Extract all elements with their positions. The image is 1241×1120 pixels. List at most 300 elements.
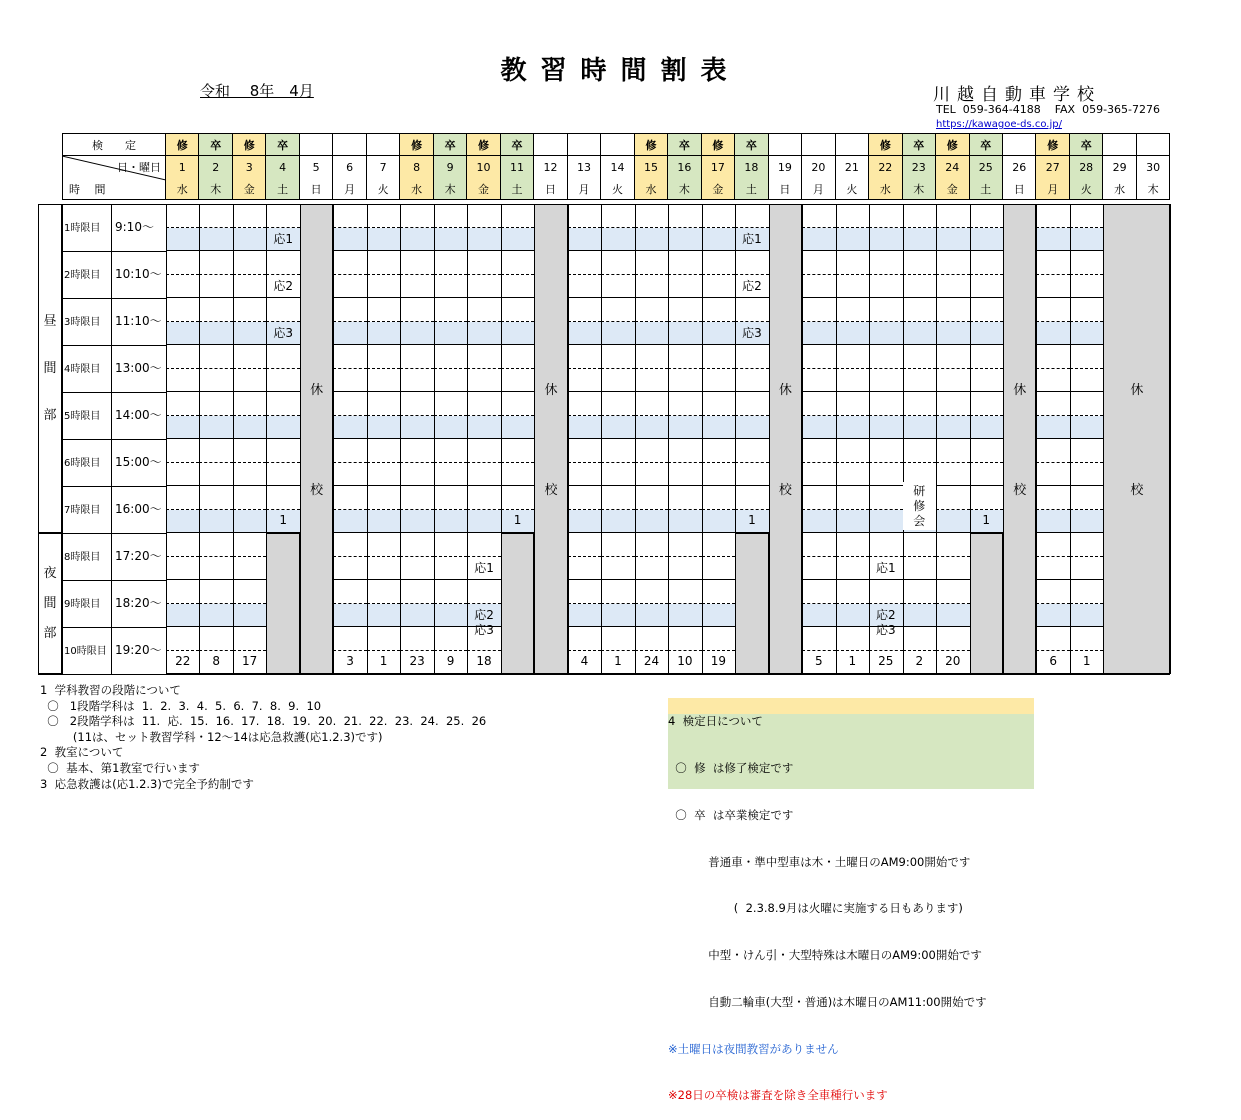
period-divider <box>62 345 166 346</box>
slot-shade <box>568 510 601 532</box>
day-number: 30 <box>1137 156 1170 178</box>
day-number: 26 <box>1003 156 1036 178</box>
slot-dash <box>467 227 500 228</box>
lesson-count: 24 <box>643 654 660 668</box>
slot-line <box>635 532 668 533</box>
slot-dash <box>333 603 366 604</box>
slot-shade <box>869 416 902 438</box>
slot-dash <box>601 556 634 557</box>
slot-line <box>400 485 433 486</box>
note-tuesday: ( 2.3.8.9月は火曜に実施する日もあります) <box>668 901 963 916</box>
slot-dash <box>735 321 768 322</box>
slot-dash <box>903 227 936 228</box>
slot-dash <box>1070 321 1103 322</box>
slot-line <box>635 626 668 627</box>
col-divider <box>702 204 703 674</box>
annotation: 1 <box>748 513 756 527</box>
slot-dash <box>635 603 668 604</box>
slot-dash <box>970 368 1003 369</box>
slot-line <box>635 250 668 251</box>
lesson-count: 10 <box>677 654 693 668</box>
slot-line <box>903 579 936 580</box>
slot-dash <box>233 556 266 557</box>
slot-line <box>233 579 266 580</box>
slot-line <box>1036 250 1069 251</box>
slot-dash <box>903 603 936 604</box>
slot-dash <box>802 509 835 510</box>
slot-shade <box>434 322 467 344</box>
slot-dash <box>635 509 668 510</box>
slot-shade <box>1036 228 1069 250</box>
slot-dash <box>467 415 500 416</box>
day-number: 28 <box>1070 156 1103 178</box>
annotation: 1 <box>513 513 522 527</box>
slot-dash <box>836 603 869 604</box>
weekday: 月 <box>1036 178 1069 200</box>
slot-dash <box>367 556 400 557</box>
period-divider <box>62 533 166 534</box>
slot-line <box>635 438 668 439</box>
slot-shade <box>869 322 902 344</box>
slot-shade <box>233 228 266 250</box>
weekday: 水 <box>166 178 199 200</box>
slot-line <box>702 532 735 533</box>
slot-line <box>601 626 634 627</box>
lesson-count: 18 <box>476 654 492 668</box>
period-time: 14:00〜 <box>115 408 162 422</box>
slot-shade <box>166 228 199 250</box>
slot-line <box>1036 485 1069 486</box>
day-number: 29 <box>1103 156 1136 178</box>
weekday: 火 <box>836 178 869 200</box>
slot-line <box>802 391 835 392</box>
slot-dash <box>635 227 668 228</box>
slot-dash <box>333 509 366 510</box>
slot-shade <box>635 510 668 532</box>
period-divider <box>62 580 166 581</box>
slot-dash <box>501 415 534 416</box>
slot-line <box>869 250 902 251</box>
slot-line <box>601 297 634 298</box>
slot-shade <box>970 416 1003 438</box>
slot-line <box>668 485 701 486</box>
slot-line <box>266 438 299 439</box>
slot-dash <box>434 556 467 557</box>
slot-line <box>400 438 433 439</box>
slot-shade <box>836 322 869 344</box>
slot-dash <box>903 274 936 275</box>
slot-line <box>735 250 768 251</box>
annotation: 応1 <box>875 560 896 575</box>
slot-line <box>936 532 969 533</box>
slot-dash <box>333 274 366 275</box>
slot-line <box>1036 532 1069 533</box>
slot-dash <box>233 227 266 228</box>
slot-shade <box>936 510 969 532</box>
annotation: 応2 <box>875 607 896 622</box>
slot-line <box>166 579 199 580</box>
note-exam-heading: 4 検定日について <box>668 714 763 729</box>
slot-line <box>434 250 467 251</box>
slot-line <box>233 250 266 251</box>
slot-line <box>434 626 467 627</box>
slot-line <box>266 344 299 345</box>
closed-column <box>1003 204 1036 674</box>
slot-line <box>367 391 400 392</box>
day-number: 14 <box>601 156 634 178</box>
slot-dash <box>266 321 299 322</box>
slot-dash <box>467 650 500 651</box>
lesson-count: 3 <box>346 654 354 668</box>
slot-dash <box>869 415 902 416</box>
slot-shade <box>601 604 634 626</box>
annotation: 応3 <box>474 622 494 637</box>
col-divider <box>467 204 468 674</box>
slot-shade <box>903 322 936 344</box>
kentei-cell: 卒 <box>501 133 534 156</box>
slot-line <box>1036 626 1069 627</box>
day-number: 9 <box>434 156 467 178</box>
slot-line <box>702 297 735 298</box>
slot-dash <box>668 650 701 651</box>
weekday: 金 <box>936 178 969 200</box>
slot-dash <box>467 603 500 604</box>
slot-line <box>936 485 969 486</box>
slot-dash <box>601 462 634 463</box>
time-header: 時 間 <box>62 178 166 200</box>
slot-line <box>1070 485 1103 486</box>
slot-line <box>199 438 232 439</box>
kenshu-label: 研 修 会 <box>903 482 936 530</box>
slot-line <box>568 297 601 298</box>
slot-dash <box>367 321 400 322</box>
slot-line <box>1070 579 1103 580</box>
note-chugata: 中型・けん引・大型特殊は木曜日のAM9:00開始です <box>668 948 982 963</box>
slot-shade <box>333 416 366 438</box>
table-bottom <box>38 674 1170 675</box>
slot-dash <box>501 462 534 463</box>
closed-top: 休 <box>310 382 324 398</box>
slot-line <box>434 579 467 580</box>
day-number: 12 <box>534 156 567 178</box>
slot-line <box>233 297 266 298</box>
slot-shade <box>501 322 534 344</box>
slot-dash <box>166 603 199 604</box>
slot-shade <box>568 604 601 626</box>
slot-dash <box>467 321 500 322</box>
weekday: 木 <box>668 178 701 200</box>
slot-shade <box>668 322 701 344</box>
slot-shade <box>199 322 232 344</box>
slot-dash <box>802 650 835 651</box>
period-time: 11:10〜 <box>115 314 162 328</box>
slot-line <box>166 391 199 392</box>
slot-dash <box>266 415 299 416</box>
slot-line <box>903 532 936 533</box>
slot-dash <box>903 650 936 651</box>
slot-dash <box>936 462 969 463</box>
slot-dash <box>400 274 433 275</box>
slot-dash <box>869 650 902 651</box>
weekday: 日 <box>769 178 802 200</box>
period-time: 9:10〜 <box>115 220 154 234</box>
slot-dash <box>1070 509 1103 510</box>
slot-dash <box>501 509 534 510</box>
annotation: 1 <box>279 513 287 527</box>
slot-line <box>635 391 668 392</box>
col-divider <box>668 204 669 674</box>
slot-dash <box>166 415 199 416</box>
kentei-header: 検 定 <box>62 133 166 156</box>
school-url-link[interactable]: https://kawagoe-ds.co.jp/ <box>936 119 1062 130</box>
kentei-cell <box>769 133 802 156</box>
slot-dash <box>166 509 199 510</box>
slot-line <box>233 344 266 345</box>
slot-line <box>166 344 199 345</box>
annotation: 応1 <box>273 231 293 246</box>
slot-shade <box>836 416 869 438</box>
slot-dash <box>166 321 199 322</box>
slot-shade <box>1036 510 1069 532</box>
slot-dash <box>702 603 735 604</box>
weekday: 火 <box>1070 178 1103 200</box>
slot-line <box>434 344 467 345</box>
slot-line <box>333 485 366 486</box>
slot-line <box>467 438 500 439</box>
day-number: 10 <box>467 156 500 178</box>
slot-shade <box>735 416 768 438</box>
slot-dash <box>400 415 433 416</box>
day-weekday-header: 日・曜日 <box>62 156 166 178</box>
slot-dash <box>333 415 366 416</box>
slot-dash <box>400 556 433 557</box>
slot-line <box>166 485 199 486</box>
weekday: 土 <box>735 178 768 200</box>
slot-shade <box>568 322 601 344</box>
weekday: 金 <box>233 178 266 200</box>
slot-dash <box>333 321 366 322</box>
slot-shade <box>903 228 936 250</box>
slot-dash <box>668 227 701 228</box>
lesson-count: 20 <box>945 654 961 668</box>
notes-left: 1 学科教習の段階について 〇 1段階学科は 1. 2. 3. 4. 5. 6. 7. 8. 9. 10 〇 2段階学科は 11. 応. 15. 16. 17. 18. 19. 20. 21. 22. 23. 24. 25. 26 (11は、セット教習学科・12〜14は応急救護(応1.2.3)です) 2 教室について 〇 基本、第1教室で行います 3 応急救護は(応1.2.3)で完全予約制です <box>40 683 487 791</box>
annotation: 応3 <box>875 622 896 637</box>
slot-shade <box>836 510 869 532</box>
slot-dash <box>467 368 500 369</box>
slot-dash <box>568 415 601 416</box>
slot-dash <box>668 321 701 322</box>
day-number: 6 <box>333 156 366 178</box>
day-number: 27 <box>1036 156 1069 178</box>
slot-dash <box>568 603 601 604</box>
slot-shade <box>400 510 433 532</box>
slot-dash <box>367 650 400 651</box>
slot-line <box>1070 438 1103 439</box>
lesson-count: 2 <box>915 654 924 668</box>
slot-dash <box>601 321 634 322</box>
lesson-count: 6 <box>1049 654 1058 668</box>
slot-shade <box>836 228 869 250</box>
kentei-cell: 修 <box>233 133 266 156</box>
slot-shade <box>970 228 1003 250</box>
note-sotsu: 〇 卒 は卒業検定です <box>668 807 794 822</box>
slot-dash <box>903 415 936 416</box>
slot-dash <box>1070 556 1103 557</box>
kentei-cell <box>333 133 366 156</box>
slot-dash <box>467 462 500 463</box>
slot-dash <box>1036 227 1069 228</box>
slot-line <box>467 532 500 533</box>
slot-dash <box>233 368 266 369</box>
slot-dash <box>936 509 969 510</box>
slot-dash <box>635 321 668 322</box>
slot-dash <box>668 556 701 557</box>
slot-dash <box>501 274 534 275</box>
slot-line <box>199 297 232 298</box>
slot-dash <box>668 509 701 510</box>
slot-dash <box>970 321 1003 322</box>
slot-line <box>501 485 534 486</box>
slot-line <box>434 532 467 533</box>
slot-dash <box>400 603 433 604</box>
period-divider <box>62 251 166 252</box>
day-number: 22 <box>869 156 902 178</box>
saturday-night-closed <box>266 533 299 674</box>
slot-dash <box>233 274 266 275</box>
slot-line <box>836 485 869 486</box>
period-label: 5時限目 <box>64 411 101 422</box>
period-label: 9時限目 <box>64 599 101 610</box>
slot-shade <box>367 416 400 438</box>
slot-shade <box>467 510 500 532</box>
annotation: 応3 <box>273 325 293 340</box>
header-diagonal <box>62 156 166 200</box>
slot-line <box>702 626 735 627</box>
slot-dash <box>869 274 902 275</box>
kentei-cell: 修 <box>467 133 500 156</box>
slot-line <box>903 344 936 345</box>
lesson-count: 19 <box>710 654 727 668</box>
slot-line <box>936 579 969 580</box>
col-divider <box>1170 204 1171 674</box>
slot-line <box>333 579 366 580</box>
slot-dash <box>1036 462 1069 463</box>
slot-line <box>400 532 433 533</box>
slot-line <box>333 391 366 392</box>
slot-line <box>735 485 768 486</box>
lesson-count: 1 <box>848 654 857 668</box>
slot-dash <box>367 603 400 604</box>
note-futsu: 普通車・準中型車は木・土曜日のAM9:00開始です <box>668 854 971 869</box>
slot-line <box>266 250 299 251</box>
slot-shade <box>367 322 400 344</box>
slot-dash <box>333 650 366 651</box>
slot-dash <box>233 603 266 604</box>
weekday: 木 <box>199 178 232 200</box>
slot-shade <box>568 228 601 250</box>
slot-dash <box>836 274 869 275</box>
period-divider <box>62 298 166 299</box>
slot-dash <box>568 462 601 463</box>
period-time: 17:20〜 <box>115 549 162 563</box>
annotation: 応2 <box>474 607 494 622</box>
annotation: 応1 <box>474 560 494 575</box>
kentei-cell: 卒 <box>668 133 701 156</box>
kentei-cell: 修 <box>869 133 902 156</box>
slot-shade <box>568 416 601 438</box>
slot-line <box>903 250 936 251</box>
slot-dash <box>266 462 299 463</box>
weekday: 木 <box>903 178 936 200</box>
weekday: 火 <box>601 178 634 200</box>
period-col-divider <box>111 204 112 674</box>
slot-line <box>1070 391 1103 392</box>
slot-shade <box>367 604 400 626</box>
slot-line <box>836 532 869 533</box>
slot-dash <box>936 650 969 651</box>
slot-dash <box>869 509 902 510</box>
slot-dash <box>869 556 902 557</box>
slot-dash <box>166 556 199 557</box>
slot-shade <box>970 322 1003 344</box>
closed-bottom: 校 <box>1130 482 1144 498</box>
slot-line <box>802 579 835 580</box>
slot-dash <box>635 415 668 416</box>
slot-line <box>434 438 467 439</box>
slot-line <box>367 579 400 580</box>
saturday-night-closed <box>970 533 1003 674</box>
slot-line <box>400 250 433 251</box>
col-divider <box>367 204 368 674</box>
slot-shade <box>869 510 902 532</box>
slot-dash <box>869 462 902 463</box>
slot-shade <box>802 228 835 250</box>
slot-line <box>1036 297 1069 298</box>
slot-dash <box>266 274 299 275</box>
slot-line <box>668 532 701 533</box>
slot-shade <box>601 510 634 532</box>
kentei-cell <box>836 133 869 156</box>
note-28th: ※28日の卒検は審査を除き全車種行います <box>668 1088 888 1103</box>
closed-bottom: 校 <box>544 482 558 498</box>
weekday: 水 <box>400 178 433 200</box>
period-label: 7時限目 <box>64 505 101 516</box>
slot-dash <box>166 227 199 228</box>
slot-dash <box>333 368 366 369</box>
slot-shade <box>936 416 969 438</box>
slot-line <box>869 438 902 439</box>
slot-shade <box>668 416 701 438</box>
slot-shade <box>233 604 266 626</box>
slot-dash <box>568 650 601 651</box>
slot-line <box>266 391 299 392</box>
day-number: 5 <box>300 156 333 178</box>
period-time: 15:00〜 <box>115 455 162 469</box>
slot-dash <box>1036 556 1069 557</box>
slot-dash <box>1070 603 1103 604</box>
slot-line <box>434 485 467 486</box>
slot-line <box>970 250 1003 251</box>
note-nirin: 自動二輪車(大型・普通)は木曜日のAM11:00開始です <box>668 994 987 1009</box>
slot-dash <box>467 509 500 510</box>
slot-line <box>501 297 534 298</box>
day-number: 1 <box>166 156 199 178</box>
slot-dash <box>266 227 299 228</box>
slot-line <box>568 391 601 392</box>
annotation: 応2 <box>273 278 293 293</box>
slot-line <box>1070 250 1103 251</box>
period-time: 19:20〜 <box>115 643 162 657</box>
